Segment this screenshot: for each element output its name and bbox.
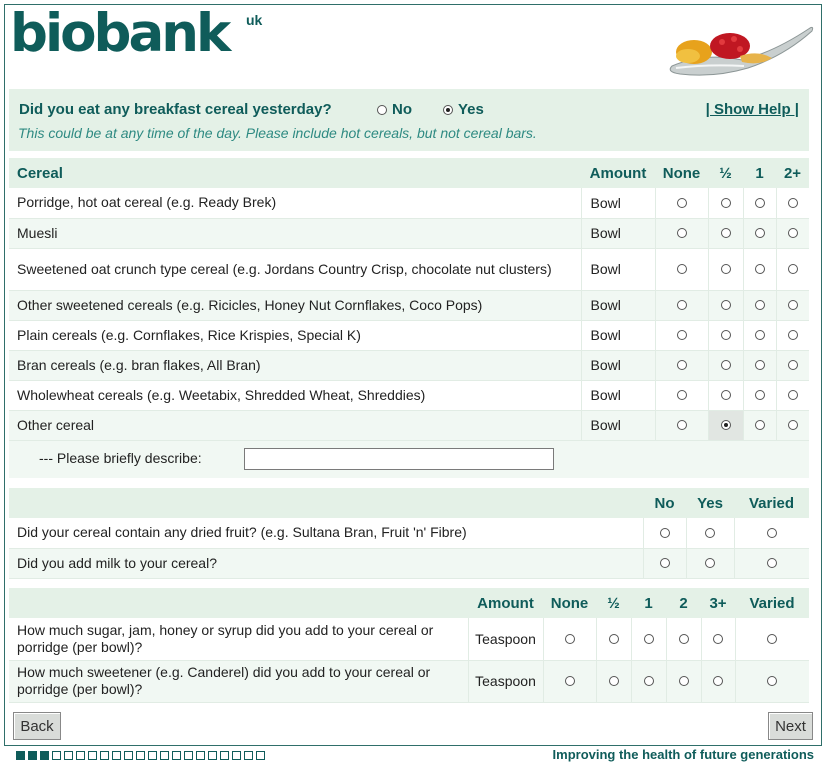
cereal-one-radio-cell[interactable] (743, 188, 776, 218)
sugar-row-label: How much sweetener (e.g. Canderel) did you add to your cereal or porridge (per bowl)? (9, 660, 468, 702)
sugar-two-radio[interactable] (679, 676, 689, 686)
cereal-row (9, 188, 809, 218)
progress-step (88, 751, 97, 760)
progress-indicator (16, 751, 265, 760)
cereal-two-plus-radio-cell[interactable] (776, 410, 809, 440)
biobank-logo (10, 3, 263, 64)
sugar-none-radio-cell[interactable] (543, 660, 596, 702)
cereal-none-radio[interactable] (677, 360, 687, 370)
cereal-two-plus-radio[interactable] (788, 198, 798, 208)
progress-step (16, 751, 25, 760)
cereal-two-plus-radio-cell[interactable] (776, 380, 809, 410)
cereal-two-plus-radio-cell[interactable] (776, 320, 809, 350)
describe-input[interactable] (244, 448, 554, 470)
cereal-row-label: Sweetened oat crunch type cereal (e.g. Jordans Country Crisp, chocolate nut clusters) (9, 248, 581, 290)
sugar-none-radio-cell[interactable] (543, 618, 596, 660)
progress-step (124, 751, 133, 760)
cereal-two-plus-radio-cell[interactable] (776, 350, 809, 380)
cereal-spoon-icon (664, 22, 814, 78)
extras-yes-radio[interactable] (705, 558, 715, 568)
extras-yes-radio-cell[interactable] (686, 518, 734, 548)
cereal-half-radio-cell[interactable] (708, 248, 743, 290)
cereal-row (9, 380, 809, 410)
cereal-none-radio-cell[interactable] (655, 410, 708, 440)
progress-step (100, 751, 109, 760)
progress-step (208, 751, 217, 760)
extras-yes-radio-cell[interactable] (686, 548, 734, 578)
sugar-header-two: 2 (666, 588, 701, 618)
sugar-one-radio-cell[interactable] (631, 618, 666, 660)
cereal-two-plus-radio[interactable] (788, 390, 798, 400)
extras-table-header (9, 488, 809, 518)
cereal-none-radio[interactable] (677, 264, 687, 274)
progress-step (136, 751, 145, 760)
cereal-one-radio[interactable] (755, 390, 765, 400)
progress-step (220, 751, 229, 760)
sugar-row-amount: Teaspoon (468, 660, 543, 702)
sugar-half-radio[interactable] (609, 634, 619, 644)
cereal-none-radio[interactable] (677, 228, 687, 238)
cereal-half-radio-cell[interactable] (708, 350, 743, 380)
cereal-row (9, 410, 809, 440)
cereal-one-radio[interactable] (755, 360, 765, 370)
cereal-one-radio-cell[interactable] (743, 410, 776, 440)
sugar-none-radio[interactable] (565, 634, 575, 644)
back-button[interactable]: Back (13, 712, 61, 740)
cereal-half-radio[interactable] (721, 264, 731, 274)
cereal-half-radio[interactable] (721, 330, 731, 340)
cereal-row (9, 320, 809, 350)
col-header-half: ½ (708, 158, 743, 188)
extras-no-radio[interactable] (660, 528, 670, 538)
sugar-none-radio[interactable] (565, 676, 575, 686)
cereal-one-radio-cell[interactable] (743, 290, 776, 320)
cereal-row-label: Muesli (9, 218, 581, 248)
extras-no-radio-cell[interactable] (643, 518, 686, 548)
sugar-header-varied: Varied (735, 588, 809, 618)
sugar-two-radio-cell[interactable] (666, 618, 701, 660)
cereal-row-label: Wholewheat cereals (e.g. Weetabix, Shredded Wheat, Shreddies) (9, 380, 581, 410)
answer-no-label: No (392, 101, 412, 118)
sugar-header-none: None (543, 588, 596, 618)
cereal-none-radio[interactable] (677, 198, 687, 208)
cereal-one-radio[interactable] (755, 330, 765, 340)
question-panel (9, 89, 809, 151)
extras-header-no: No (643, 488, 686, 518)
show-help-link[interactable]: | Show Help | (705, 101, 799, 118)
cereal-two-plus-radio-cell[interactable] (776, 290, 809, 320)
sugar-varied-radio[interactable] (767, 676, 777, 686)
cereal-row-amount: Bowl (581, 350, 655, 380)
col-header-one: 1 (743, 158, 776, 188)
cereal-two-plus-radio[interactable] (788, 228, 798, 238)
cereal-half-radio-cell[interactable] (708, 320, 743, 350)
sugar-header-one: 1 (631, 588, 666, 618)
cereal-two-plus-radio[interactable] (788, 300, 798, 310)
extras-no-radio[interactable] (660, 558, 670, 568)
cereal-row (9, 350, 809, 380)
cereal-two-plus-radio[interactable] (788, 264, 798, 274)
cereal-half-radio-cell[interactable] (708, 188, 743, 218)
question-text: Did you eat any breakfast cereal yesterday? (19, 101, 332, 118)
cereal-one-radio-cell[interactable] (743, 218, 776, 248)
cereal-one-radio[interactable] (755, 264, 765, 274)
sugar-half-radio[interactable] (609, 676, 619, 686)
cereal-none-radio[interactable] (677, 390, 687, 400)
cereal-row-amount: Bowl (581, 320, 655, 350)
sugar-table (9, 588, 809, 703)
cereal-two-plus-radio-cell[interactable] (776, 188, 809, 218)
cereal-half-radio[interactable] (721, 420, 731, 430)
sugar-half-radio-cell[interactable] (596, 618, 631, 660)
next-button[interactable]: Next (768, 712, 813, 740)
sugar-varied-radio-cell[interactable] (735, 660, 809, 702)
progress-step (244, 751, 253, 760)
cereal-two-plus-radio[interactable] (788, 330, 798, 340)
extras-row (9, 548, 809, 578)
cereal-half-radio[interactable] (721, 390, 731, 400)
cereal-row-amount: Bowl (581, 380, 655, 410)
extras-row-label: Did you add milk to your cereal? (9, 548, 643, 578)
cereal-half-radio-cell[interactable] (708, 218, 743, 248)
cereal-half-radio-cell[interactable] (708, 410, 743, 440)
cereal-none-radio[interactable] (677, 300, 687, 310)
col-header-amount: Amount (581, 158, 655, 188)
sugar-row (9, 618, 809, 660)
sugar-header-half: ½ (596, 588, 631, 618)
cereal-one-radio-cell[interactable] (743, 248, 776, 290)
cereal-one-radio[interactable] (755, 300, 765, 310)
cereal-one-radio[interactable] (755, 198, 765, 208)
sugar-one-radio-cell[interactable] (631, 660, 666, 702)
progress-step (148, 751, 157, 760)
cereal-half-radio[interactable] (721, 198, 731, 208)
cereal-two-plus-radio-cell[interactable] (776, 218, 809, 248)
sugar-table-header (9, 588, 809, 618)
progress-step (112, 751, 121, 760)
describe-row (9, 440, 809, 478)
cereal-none-radio-cell[interactable] (655, 350, 708, 380)
cereal-row (9, 248, 809, 290)
extras-row-label: Did your cereal contain any dried fruit? (e.g. Sultana Bran, Fruit 'n' Fibre) (9, 518, 643, 548)
cereal-row-label: Plain cereals (e.g. Cornflakes, Rice Krispies, Special K) (9, 320, 581, 350)
cereal-none-radio-cell[interactable] (655, 380, 708, 410)
progress-step (160, 751, 169, 760)
extras-header-yes: Yes (686, 488, 734, 518)
col-header-none: None (655, 158, 708, 188)
progress-step (52, 751, 61, 760)
sugar-header-three-plus: 3+ (701, 588, 735, 618)
progress-step (184, 751, 193, 760)
progress-step (28, 751, 37, 760)
cereal-one-radio-cell[interactable] (743, 350, 776, 380)
cereal-one-radio[interactable] (755, 420, 765, 430)
cereal-two-plus-radio-cell[interactable] (776, 248, 809, 290)
sugar-varied-radio[interactable] (767, 634, 777, 644)
cereal-row-amount: Bowl (581, 410, 655, 440)
describe-label: --- Please briefly describe: (39, 449, 202, 466)
extras-no-radio-cell[interactable] (643, 548, 686, 578)
extras-varied-radio-cell[interactable] (734, 548, 809, 578)
answer-yes-option[interactable] (443, 101, 484, 118)
answer-yes-radio[interactable] (443, 105, 453, 115)
sugar-header-blank (9, 588, 468, 618)
extras-table (9, 488, 809, 579)
progress-step (232, 751, 241, 760)
cereal-none-radio-cell[interactable] (655, 188, 708, 218)
cereal-half-radio[interactable] (721, 300, 731, 310)
cereal-row (9, 218, 809, 248)
cereal-half-radio-cell[interactable] (708, 290, 743, 320)
sugar-row-label: How much sugar, jam, honey or syrup did you add to your cereal or porridge (per bowl)? (9, 618, 468, 660)
question-hint: This could be at any time of the day. Please include hot cereals, but not cereal bars. (18, 125, 537, 141)
cereal-none-radio[interactable] (677, 330, 687, 340)
cereal-half-radio[interactable] (721, 360, 731, 370)
logo-wordmark: biobank (10, 3, 229, 64)
extras-varied-radio[interactable] (767, 558, 777, 568)
cereal-table (9, 158, 809, 478)
extras-row (9, 518, 809, 548)
sugar-two-radio[interactable] (679, 634, 689, 644)
cereal-one-radio-cell[interactable] (743, 320, 776, 350)
sugar-row (9, 660, 809, 702)
cereal-none-radio-cell[interactable] (655, 218, 708, 248)
cereal-none-radio-cell[interactable] (655, 320, 708, 350)
cereal-row-label: Bran cereals (e.g. bran flakes, All Bran) (9, 350, 581, 380)
cereal-half-radio-cell[interactable] (708, 380, 743, 410)
cereal-none-radio-cell[interactable] (655, 248, 708, 290)
cereal-half-radio[interactable] (721, 228, 731, 238)
answer-no-option[interactable] (377, 101, 412, 118)
sugar-two-radio-cell[interactable] (666, 660, 701, 702)
extras-varied-radio-cell[interactable] (734, 518, 809, 548)
cereal-row-label: Other cereal (9, 410, 581, 440)
cereal-two-plus-radio[interactable] (788, 360, 798, 370)
progress-step (40, 751, 49, 760)
cereal-table-header (9, 158, 809, 188)
cereal-two-plus-radio[interactable] (788, 420, 798, 430)
cereal-row-amount: Bowl (581, 218, 655, 248)
progress-step (256, 751, 265, 760)
sugar-varied-radio-cell[interactable] (735, 618, 809, 660)
footer-tagline: Improving the health of future generations (552, 747, 814, 762)
progress-step (196, 751, 205, 760)
sugar-three-plus-radio[interactable] (713, 676, 723, 686)
cereal-row-label: Other sweetened cereals (e.g. Ricicles, Honey Nut Cornflakes, Coco Pops) (9, 290, 581, 320)
extras-yes-radio[interactable] (705, 528, 715, 538)
col-header-cereal: Cereal (9, 158, 581, 188)
sugar-one-radio[interactable] (644, 634, 654, 644)
logo-superscript: uk (246, 12, 263, 28)
progress-step (64, 751, 73, 760)
sugar-one-radio[interactable] (644, 676, 654, 686)
extras-header-varied: Varied (734, 488, 809, 518)
cereal-row-amount: Bowl (581, 248, 655, 290)
sugar-three-plus-radio[interactable] (713, 634, 723, 644)
answer-yes-label: Yes (458, 101, 484, 118)
cereal-row-amount: Bowl (581, 188, 655, 218)
sugar-half-radio-cell[interactable] (596, 660, 631, 702)
extras-header-blank (9, 488, 643, 518)
progress-step (172, 751, 181, 760)
cereal-none-radio-cell[interactable] (655, 290, 708, 320)
extras-varied-radio[interactable] (767, 528, 777, 538)
sugar-header-amount: Amount (468, 588, 543, 618)
progress-step (76, 751, 85, 760)
sugar-three-plus-radio-cell[interactable] (701, 660, 735, 702)
cereal-one-radio-cell[interactable] (743, 380, 776, 410)
sugar-row-amount: Teaspoon (468, 618, 543, 660)
answer-no-radio[interactable] (377, 105, 387, 115)
cereal-row-label: Porridge, hot oat cereal (e.g. Ready Brek) (9, 188, 581, 218)
cereal-row-amount: Bowl (581, 290, 655, 320)
cereal-one-radio[interactable] (755, 228, 765, 238)
cereal-none-radio[interactable] (677, 420, 687, 430)
cereal-row (9, 290, 809, 320)
sugar-three-plus-radio-cell[interactable] (701, 618, 735, 660)
col-header-two-plus: 2+ (776, 158, 809, 188)
